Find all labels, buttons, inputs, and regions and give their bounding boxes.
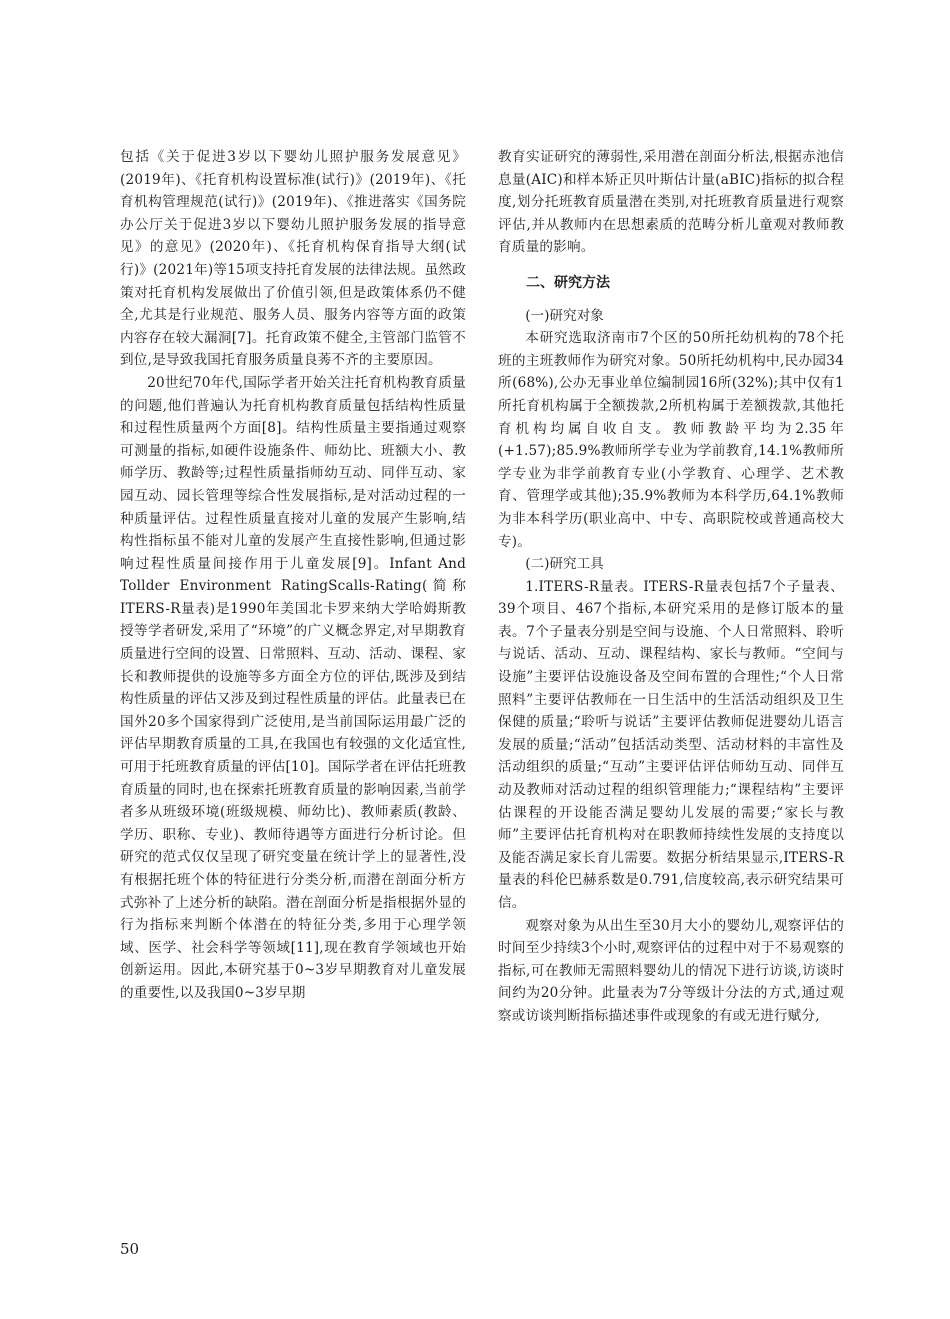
page-number: 50 — [120, 1240, 140, 1258]
paragraph: 教育实证研究的薄弱性,采用潜在剖面分析法,根据赤池信息量(AIC)和样本矫正贝叶斯估计量(aBIC)指标的拟合程度,划分托班教育质量潜在类别,对托班教育质量进行观察评估,并从教师内在思想素质的范畴分析儿童观对教师教育质量的影响。 — [498, 149, 844, 256]
paragraph: 观察对象为从出生至30月大小的婴幼儿,观察评估的时间至少持续3个小时,观察评估的过程中对于不易观察的指标,可在教师无需照料婴幼儿的情况下进行访谈,访谈时间约为20分钟。此量表为7分等级计分法的方式,通过观察或访谈判断指标描述事件或现象的有或无进行赋分, — [498, 917, 844, 1024]
left-column — [120, 146, 466, 1005]
section-heading: 二、研究方法 — [526, 274, 610, 291]
paragraph: 20世纪70年代,国际学者开始关注托育机构教育质量的问题,他们普遍认为托育机构教育质量包括结构性质量和过程性质量两个方面[8]。结构性质量主要指通过观察可测量的指标,如硬件设施条件、师幼比、班额大小、教师学历、教龄等;过程性质量指师幼互动、同伴互动、家园互动、园长管理等综合性发展指标,是对活动过程的一种质量评估。过程性质量直接对儿童的发展产生影响,结构性指标虽不能对儿童的发展产生直接性影响,但通过影响过程性质量间接作用于儿童发展[9]。Infant And Tollder Environment RatingScalls-Rating(简称ITERS-R量表)是1990年美国北卡罗来纳大学哈姆斯教授等学者研发,采用了“环境”的广义概念界定,对早期教育质量进行空间的设置、日常照料、互动、活动、课程、家长和教师提供的设施等多方面全方位的评估,既涉及到结构性质量的评估又涉及到过程性质量的评估。此量表已在国外20多个国家得到广泛使用,是当前国际运用最广泛的评估早期教育质量的工具,在我国也有较强的文化适宜性,可用于托班教育质量的评估[10]。国际学者在评估托班教育质量的同时,也在探索托班教育质量的影响因素,当前学者多从班级环境(班级规模、师幼比)、教师素质(教龄、学历、职称、专业)、教师待遇等方面进行分析讨论。但研究的范式仅仅呈现了研究变量在统计学上的显著性,没有根据托班个体的特征进行分类分析,而潜在剖面分析方式弥补了上述分析的缺陷。潜在剖面分析是指根据外显的行为指标来判断个体潜在的特征分类,多用于心理学领域、医学、社会科学等领域[11],现在教育学领域也开始创新运用。因此,本研究基于0~3岁早期教育对儿童发展的重要性,以及我国0~3岁早期 — [120, 374, 466, 1001]
paragraph: 本研究选取济南市7个区的50所托幼机构的78个托班的主班教师作为研究对象。50所托幼机构中,民办园34所(68%),公办无事业单位编制园16所(32%);其中仅有1所托育机构属于全额拨款,2所机构属于差额拨款,其他托育机构均属自收自支。教师教龄平均为2.35年(+1.57);85.9%教师所学专业为学前教育,14.1%教师所学专业为非学前教育专业(小学教育、心理学、艺术教育、管理学或其他);35.9%教师为本科学历,64.1%教师为非本科学历(职业高中、中专、高职院校或普通高校大专)。 — [498, 330, 844, 550]
paragraph: 1.ITERS-R量表。ITERS-R量表包括7个子量表、39个项目、467个指标,本研究采用的是修订版本的量表。7个子量表分别是空间与设施、个人日常照料、聆听与说话、活动、互动、课程结构、家长与教师。“空间与设施”主要评估设施设备及空间布置的合理性;“个人日常照料”主要评估教师在一日生活中的生活活动组织及卫生保健的质量;“聆听与说话”主要评估教师促进婴幼儿语言发展的质量;“活动”包括活动类型、活动材料的丰富性及活动组织的质量;“互动”主要评估评估师幼互动、同伴互动及教师对活动过程的组织管理能力;“课程结构”主要评估课程的开设能否满足婴幼儿发展的需要;“家长与教师”主要评估托育机构对在职教师持续性发展的支持度以及能否满足家长育儿需要。数据分析结果显示,ITERS-R量表的科伦巴赫系数是0.791,信度较高,表示研究结果可信。 — [498, 578, 844, 911]
subsection-heading: (一)研究对象 — [525, 307, 604, 324]
paragraph: 包括《关于促进3岁以下婴幼儿照护服务发展意见》(2019年)、《托育机构设置标准(试行)》(2019年)、《托育机构管理规范(试行)》(2019年)、《推进落实《国务院办公厅关于促进3岁以下婴幼儿照护服务发展的指导意见》的意见》(2020年)、《托育机构保育指导大纲(试行)》(2021年)等15项支持托育发展的法律法规。虽然政策对托育机构发展做出了价值引领,但是政策体系仍不健全,尤其是行业规范、服务人员、服务内容等方面的政策内容存在较大漏洞[7]。托育政策不健全,主管部门监管不到位,是导致我国托育服务质量良莠不齐的主要原因。 — [120, 149, 466, 369]
right-column — [498, 146, 844, 1028]
subsection-heading: (二)研究工具 — [525, 556, 604, 573]
